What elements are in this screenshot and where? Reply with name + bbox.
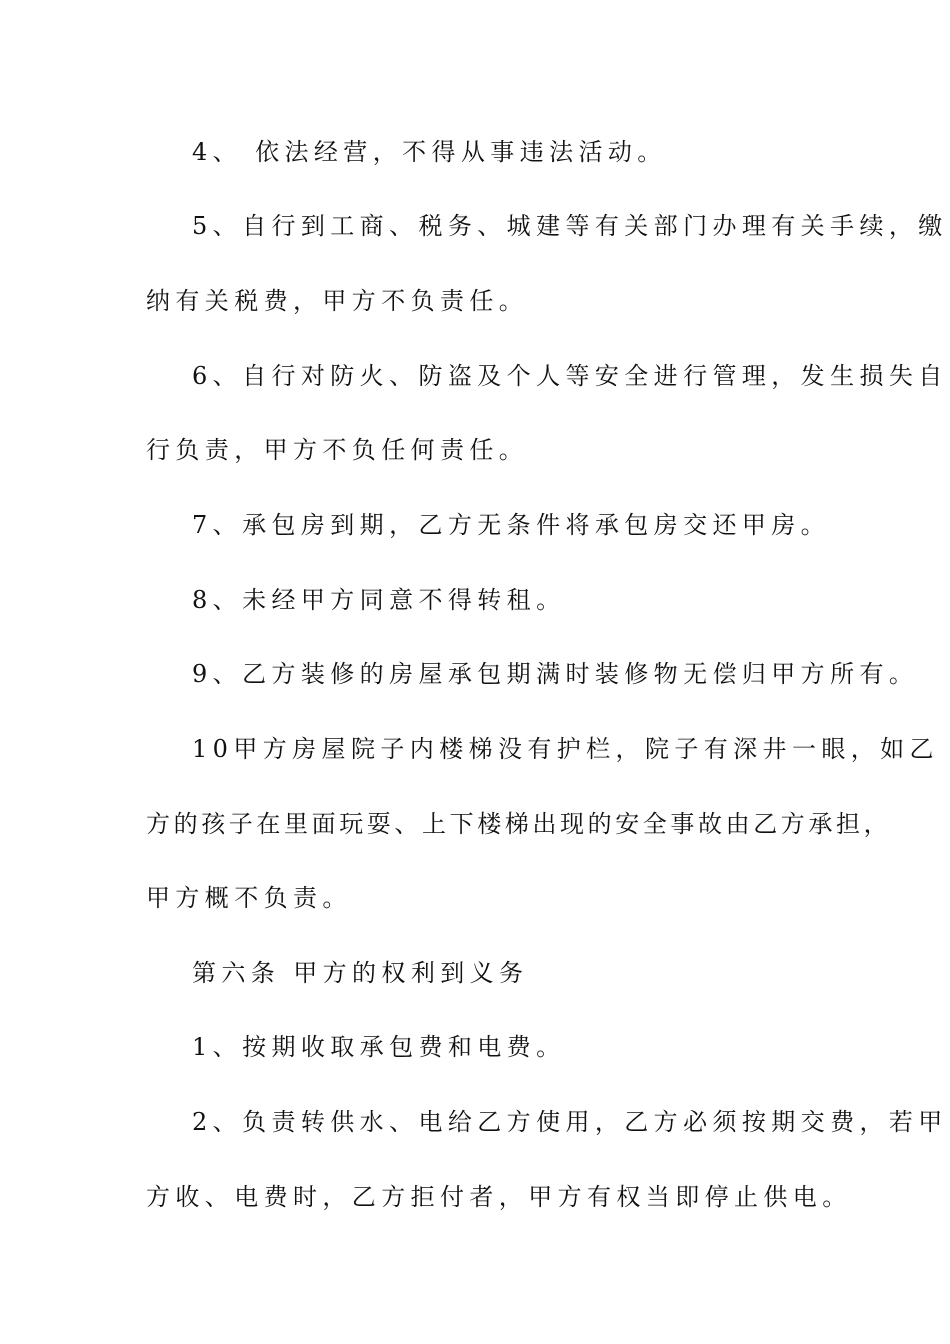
clause-5-line-1: 5、自行到工商、税务、城建等有关部门办理有关手续，缴: [192, 212, 948, 240]
clause-6-line-1: 6、自行对防火、防盗及个人等安全进行管理，发生损失自: [192, 362, 948, 390]
clause-7-line: 7、承包房到期，乙方无条件将承包房交还甲房。: [192, 511, 831, 539]
party-a-clause-2-line-2: 方收、电费时，乙方拒付者，甲方有权当即停止供电。: [146, 1183, 852, 1211]
clause-6-line-2: 行负责，甲方不负任何责任。: [146, 436, 529, 464]
clause-5-line-2: 纳有关税费，甲方不负责任。: [146, 287, 529, 315]
party-a-clause-1-line: 1、按期收取承包费和电费。: [192, 1033, 566, 1061]
clause-9-line: 9、乙方装修的房屋承包期满时装修物无偿归甲方所有。: [192, 660, 919, 688]
party-a-clause-2-line-1: 2、负责转供水、电给乙方使用，乙方必须按期交费，若甲: [192, 1108, 948, 1136]
clause-4-line: 4、 依法经营，不得从事违法活动。: [192, 138, 667, 166]
article-6-heading: 第六条 甲方的权利到义务: [192, 959, 529, 987]
clause-10-line-1: 10甲方房屋院子内楼梯没有护栏，院子有深井一眼，如乙: [192, 735, 939, 763]
clause-8-line: 8、未经甲方同意不得转租。: [192, 586, 566, 614]
clause-10-line-2: 方的孩子在里面玩耍、上下楼梯出现的安全事故由乙方承担，: [146, 810, 892, 838]
clause-10-line-3: 甲方概不负责。: [146, 884, 352, 912]
